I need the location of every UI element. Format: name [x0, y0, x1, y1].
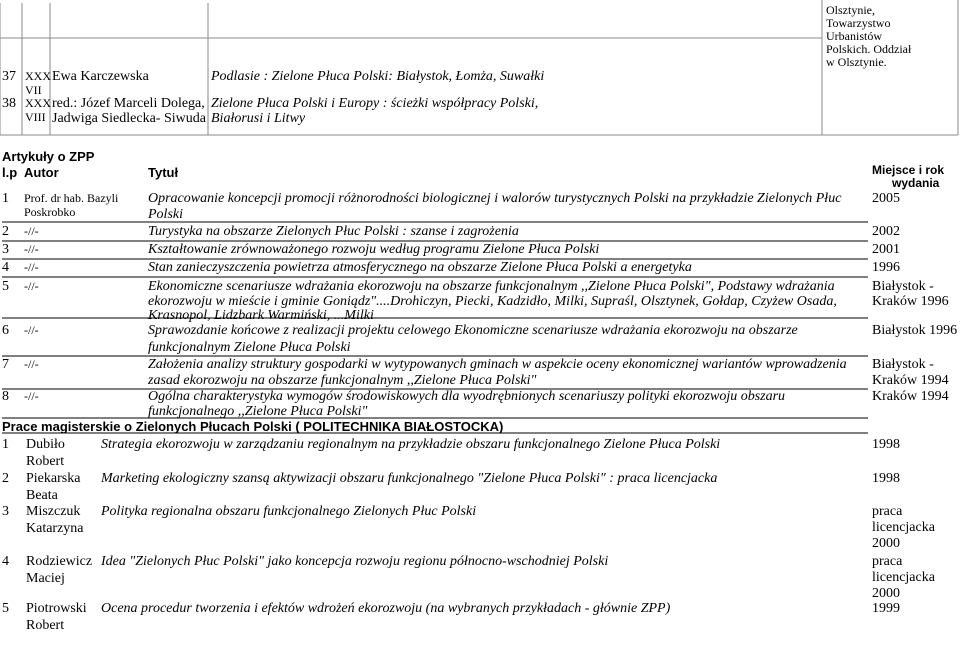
row-number: 4 — [2, 554, 9, 569]
row-number: 3 — [2, 242, 9, 257]
publication-place: 2005 — [872, 191, 900, 206]
column-header-author: Autor — [24, 165, 59, 180]
row-number: 5 — [2, 601, 9, 616]
thesis-title: Idea "Zielonych Płuc Polski" jako koncepcja rozwoju regionu północno-wschodniej Polski — [101, 554, 609, 569]
thesis-title: Marketing ekologiczny szansą aktywizacji obszaru funkcjonalnego "Zielone Płuca Polski" : praca licencjacka — [101, 471, 718, 486]
publication-place: Białystok 1996 — [872, 323, 958, 338]
article-title: Stan zanieczyszczenia powietrza atmosferycznego na obszarze Zielone Płuca Polski a energetyka — [148, 260, 692, 275]
author-name: Miszczuk — [26, 504, 81, 519]
thesis-year: praca — [872, 504, 903, 519]
article-title: Polski — [148, 207, 183, 222]
book-title: Zielone Płuca Polski i Europy : ścieżki współpracy Polski, — [211, 96, 539, 111]
thesis-year: 2000 — [872, 586, 900, 601]
column-header-lp: l.p — [2, 165, 18, 180]
author-name: red.: Józef Marceli Dolega, — [52, 96, 205, 111]
article-title: Założenia analizy struktury gospodarki w wytypowanych gminach w aspekcie oceny ekonomicznej wariantów wprowadzenia — [148, 357, 847, 372]
column-header-title: Tytuł — [148, 165, 179, 180]
author-name: Piotrowski — [26, 601, 87, 616]
volume-line: VIII — [25, 110, 46, 124]
volume-line: VII — [25, 83, 42, 97]
author-name: -//- — [24, 323, 39, 337]
volume-line: XXX — [25, 69, 51, 83]
row-number: 7 — [2, 357, 9, 372]
author-name: Robert — [26, 618, 65, 633]
row-number: 37 — [2, 69, 16, 84]
row-number: 1 — [2, 191, 9, 206]
author-name: -//- — [24, 389, 39, 403]
author-name: -//- — [24, 224, 39, 238]
publication-place: 2002 — [872, 224, 900, 239]
row-number: 2 — [2, 471, 9, 486]
publication-place: Białystok - — [872, 357, 934, 372]
book-title: Podlasie : Zielone Płuca Polski: Białystok, Łomża, Suwałki — [211, 69, 545, 84]
author-name: Rodziewicz — [26, 554, 93, 569]
author-name: -//- — [24, 357, 39, 371]
article-title: Ekonomiczne scenariusze wdrażania ekorozwoju na obszarze funkcjonalnym ,,Zielone Płuca Polski", Podstawy wdrażania — [148, 279, 835, 294]
publication-place: 2001 — [872, 242, 900, 257]
author-name: Ewa Karczewska — [52, 69, 149, 84]
publication-place: Białystok - — [872, 279, 934, 294]
author-name: Prof. dr hab. Bazyli — [24, 191, 119, 205]
author-name: Piekarska — [26, 471, 81, 486]
section-heading: Prace magisterskie o Zielonych Płucach Polski ( POLITECHNIKA BIAŁOSTOCKA) — [2, 419, 504, 434]
book-title: Białorusi i Litwy — [211, 111, 306, 126]
article-title: Opracowanie koncepcji promocji różnorodności biologicznej i walorów turystycznych Polski na przykładzie Zielonych Płuc — [148, 191, 842, 206]
author-name: Poskrobko — [24, 205, 76, 219]
publication-place: Kraków 1994 — [872, 373, 949, 388]
article-title: funkcjonalnym Zielone Płuca Polski — [148, 340, 351, 355]
publication-place: Kraków 1994 — [872, 389, 949, 404]
article-title: Krasnopol, Lidzbark Warmiński, ...Milki — [148, 308, 374, 323]
author-name: Beata — [26, 488, 58, 503]
row-number: 8 — [2, 389, 9, 404]
column-header-place: wydania — [892, 176, 940, 190]
row-number: 5 — [2, 279, 9, 294]
thesis-year: praca — [872, 554, 903, 569]
thesis-title: Ocena procedur tworzenia i efektów wdrożeń ekorozwoju (na wybranych przykładach - głównie ZPP) — [101, 601, 671, 616]
thesis-title: Polityka regionalna obszaru funkcjonalnego Zielonych Płuc Polski — [101, 504, 477, 519]
article-title: funkcjonalnego ,,Zielone Płuca Polski" — [148, 404, 368, 419]
row-number: 4 — [2, 260, 9, 275]
row-number: 2 — [2, 224, 9, 239]
author-name: -//- — [24, 260, 39, 274]
author-name: Robert — [26, 454, 65, 469]
thesis-year: 1998 — [872, 471, 900, 486]
column-header-place: Miejsce i rok — [872, 163, 945, 177]
volume-line: XXX — [25, 96, 51, 110]
author-name: Dubiło — [26, 437, 65, 452]
article-title: Kształtowanie zrównoważonego rozwoju według programu Zielone Płuca Polski — [148, 242, 600, 257]
publication-place: Kraków 1996 — [872, 294, 949, 309]
author-name: Katarzyna — [26, 521, 84, 536]
row-number: 6 — [2, 323, 9, 338]
row-number: 3 — [2, 504, 9, 519]
section-heading: Artykuły o ZPP — [2, 149, 95, 164]
publication-place: 1996 — [872, 260, 900, 275]
article-title: Sprawozdanie końcowe z realizacji projektu celowego Ekonomiczne scenariusze wdrażania ekorozwoju na obszarze — [148, 323, 798, 338]
thesis-year: 2000 — [872, 536, 900, 551]
article-title: Turystyka na obszarze Zielonych Płuc Polski : szanse i zagrożenia — [148, 224, 519, 239]
thesis-year: 1999 — [872, 601, 900, 616]
row-number: 1 — [2, 437, 9, 452]
article-title: ekorozwoju w mieście i gminie Goniądz"....Drohiczyn, Piecki, Kadzidło, Milki, Supraśl, Olsztynek, Gołdap, Czyżew Osada, — [148, 294, 837, 309]
author-name: -//- — [24, 242, 39, 256]
article-title: zasad ekorozwoju na obszarze funkcjonalnym ,,Zielone Płuca Polski" — [148, 373, 537, 388]
author-name: -//- — [24, 279, 39, 293]
thesis-year: 1998 — [872, 437, 900, 452]
author-name: Jadwiga Siedlecka- Siwuda — [52, 111, 206, 126]
thesis-title: Strategia ekorozwoju w zarządzaniu regionalnym na przykładzie obszaru funkcjonalnego Zielone Płuca Polski — [101, 437, 721, 452]
thesis-year: licencjacka — [872, 570, 935, 585]
author-name: Maciej — [26, 571, 65, 586]
article-title: Ogólna charakterystyka wymogów środowiskowych dla wyodrębnionych scenariuszy polityki ekorozwoju obszaru — [148, 389, 786, 404]
row-number: 38 — [2, 96, 16, 111]
thesis-year: licencjacka — [872, 520, 935, 535]
